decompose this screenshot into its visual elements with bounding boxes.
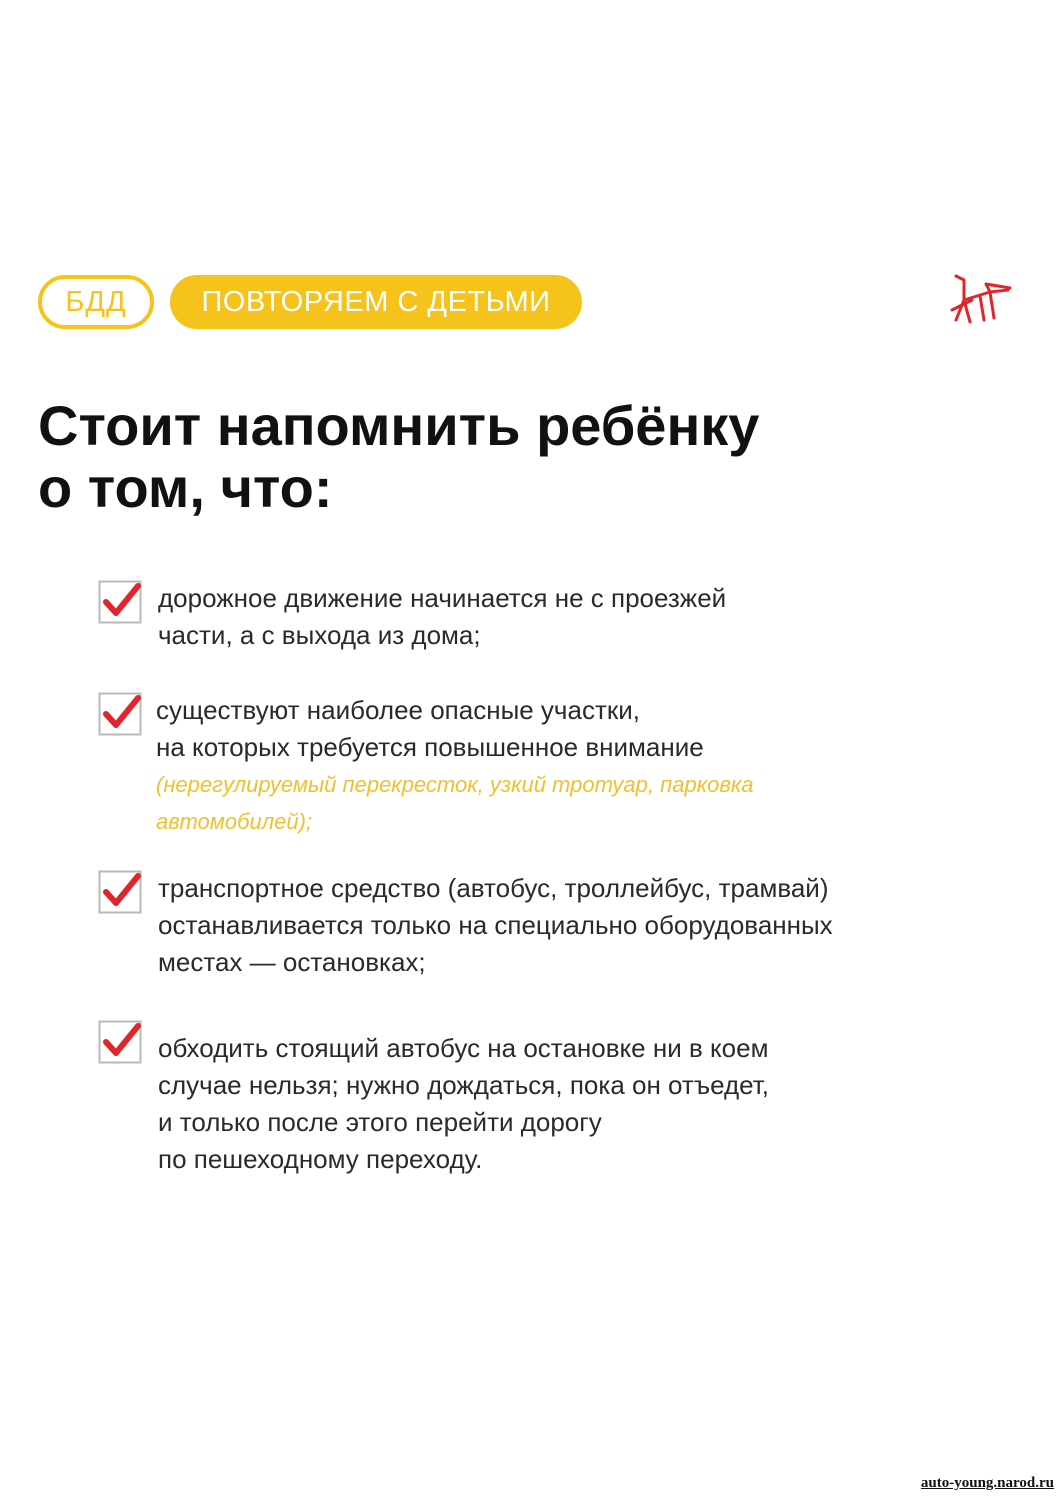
checkbox-checked-icon xyxy=(98,692,142,736)
list-item-text: существуют наиболее опасные участки, на которых требуется повышенное внимание (нерегулируемый перекресток, узкий тротуар, парковка автомобилей); xyxy=(156,692,976,840)
checkbox-checked-icon xyxy=(98,870,142,914)
checkbox-checked-icon xyxy=(98,1020,142,1064)
list-item-text: обходить стоящий автобус на остановке ни в коем случае нельзя; нужно дождаться, пока он отъедет, и только после этого перейти дорогу по пешеходному переходу. xyxy=(158,1033,769,1174)
title-line-1: Стоит напомнить ребёнку xyxy=(38,394,760,457)
tag-bdd: БДД xyxy=(38,275,154,329)
checkbox-checked-icon xyxy=(98,580,142,624)
list-item-text: транспортное средство (автобус, троллейбус, трамвай) останавливается только на специально оборудованных местах — остановках; xyxy=(158,873,833,977)
tag-repeat-with-kids: ПОВТОРЯЕМ С ДЕТЬМИ xyxy=(170,275,582,329)
watermark-link[interactable]: auto-young.narod.ru xyxy=(920,1475,1054,1491)
logo-icon xyxy=(950,270,1014,326)
list-item-text: дорожное движение начинается не с проезжей части, а с выхода из дома; xyxy=(158,583,727,650)
list-item-note: (нерегулируемый перекресток, узкий тротуар, парковка автомобилей); xyxy=(156,772,754,834)
page-title xyxy=(38,395,938,519)
title-line-2: о том, что: xyxy=(38,456,333,519)
